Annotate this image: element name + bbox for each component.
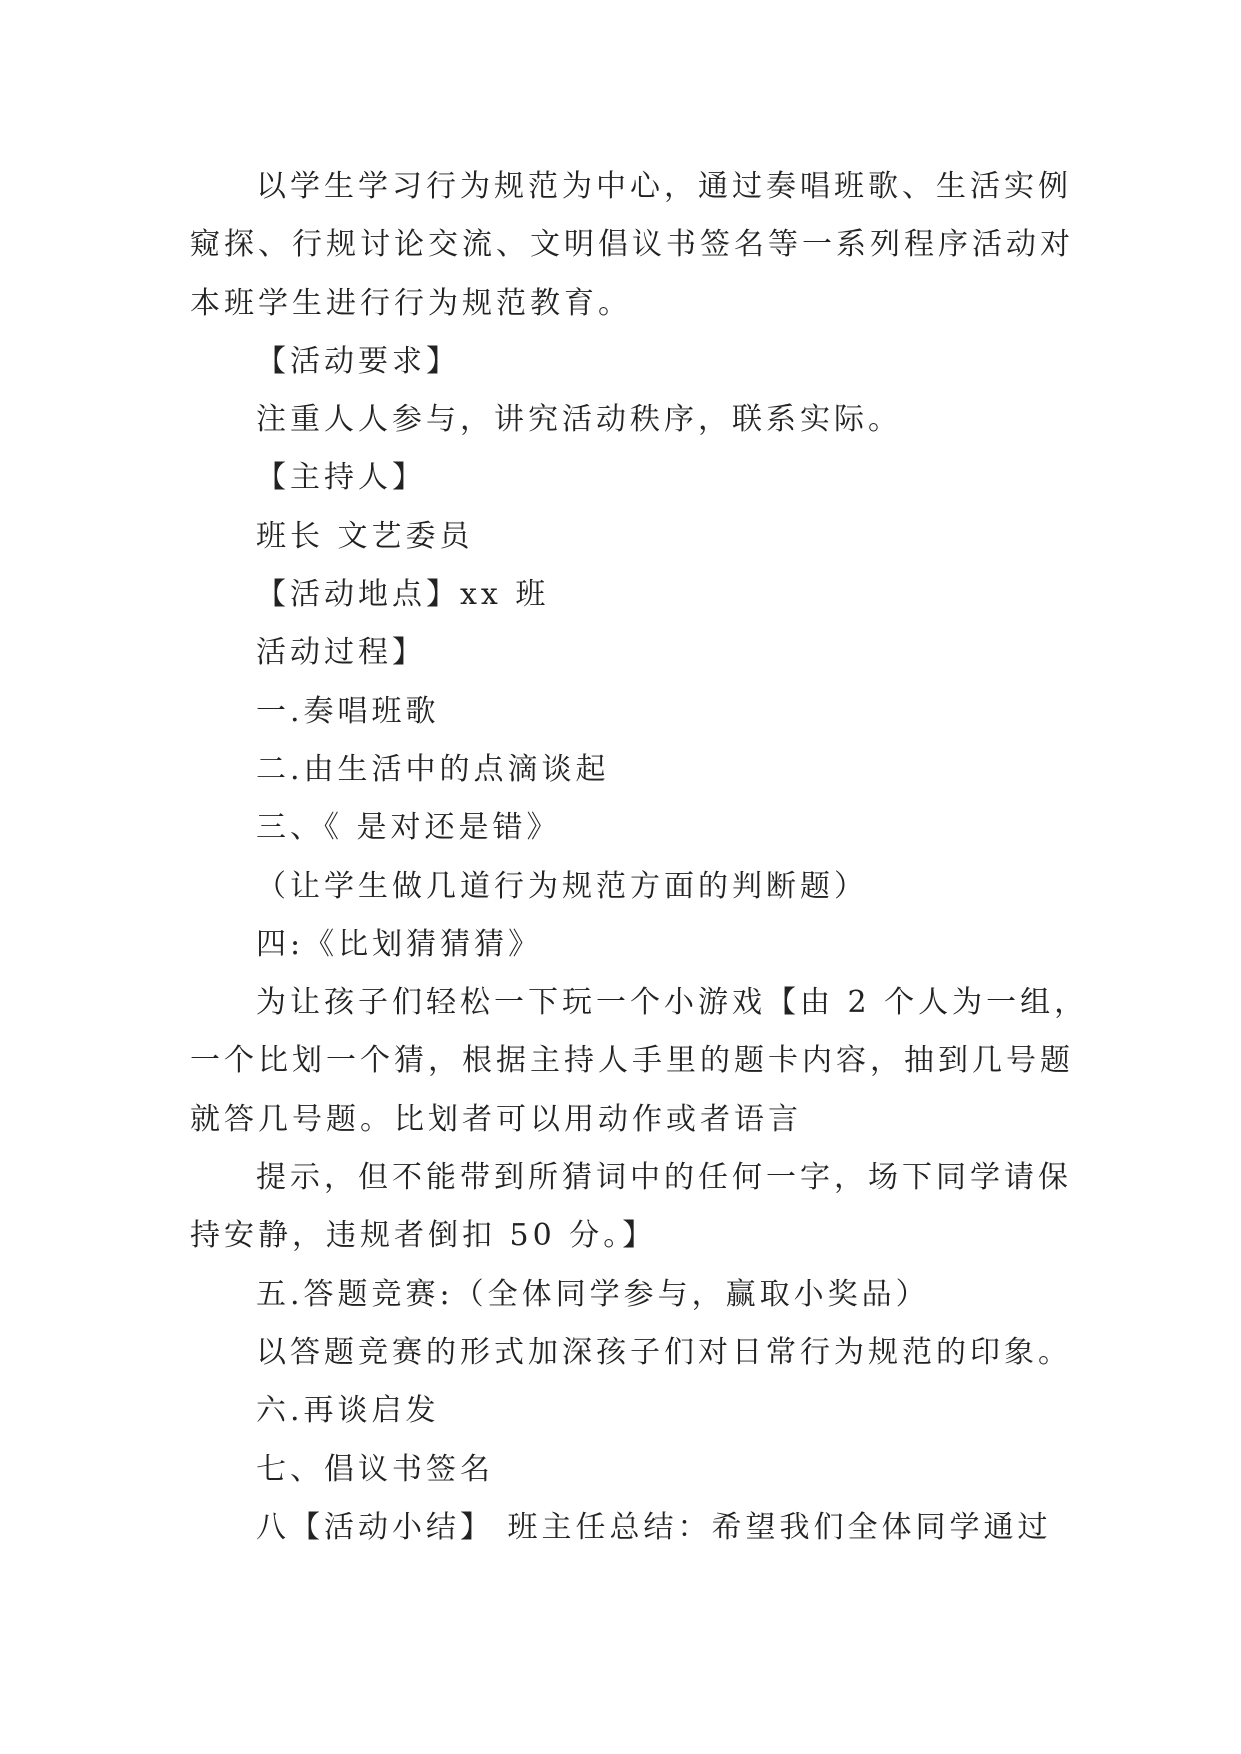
text-line: 提示，但不能带到所猜词中的任何一字，场下同学请保 bbox=[256, 1160, 1072, 1196]
text-line: 四:《比划猜猜猜》 bbox=[256, 926, 543, 962]
text-line: 二.由生活中的点滴谈起 bbox=[256, 751, 610, 787]
text-line: 三、《 是对还是错》 bbox=[256, 810, 561, 846]
text-line: 以答题竞赛的形式加深孩子们对日常行为规范的印象。 bbox=[256, 1334, 1072, 1370]
text-line: 五.答题竞赛:（全体同学参与，赢取小奖品） bbox=[256, 1276, 930, 1312]
text-line: 【主持人】 bbox=[256, 460, 426, 496]
text-line: 一个比划一个猜，根据主持人手里的题卡内容，抽到几号题 bbox=[190, 1043, 1074, 1079]
text-line: 窥探、行规讨论交流、文明倡议书签名等一系列程序活动对 bbox=[190, 227, 1074, 263]
text-line: 七、倡议书签名 bbox=[256, 1451, 494, 1487]
text-line: 以学生学习行为规范为中心，通过奏唱班歌、生活实例 bbox=[256, 169, 1072, 204]
document-body bbox=[190, 158, 1089, 1557]
text-line: 六.再谈启发 bbox=[256, 1393, 440, 1429]
text-line: 注重人人参与，讲究活动秩序，联系实际。 bbox=[256, 402, 902, 438]
text-line: 持安静，违规者倒扣 50 分。】 bbox=[190, 1218, 657, 1254]
text-line: 班长 文艺委员 bbox=[256, 518, 474, 554]
text-line: 【活动地点】xx 班 bbox=[256, 577, 550, 613]
text-line: 一.奏唱班歌 bbox=[256, 693, 440, 729]
text-line: 八【活动小结】 班主任总结：希望我们全体同学通过 bbox=[256, 1509, 1052, 1545]
text-line: （让学生做几道行为规范方面的判断题） bbox=[256, 868, 868, 904]
text-line: 【活动要求】 bbox=[256, 343, 460, 379]
text-line: 本班学生进行行为规范教育。 bbox=[190, 285, 632, 321]
text-line: 活动过程】 bbox=[256, 635, 426, 671]
text-line: 就答几号题。比划者可以用动作或者语言 bbox=[190, 1101, 802, 1137]
text-line: 为让孩子们轻松一下玩一个小游戏【由 2 个人为一组， bbox=[256, 985, 1089, 1021]
